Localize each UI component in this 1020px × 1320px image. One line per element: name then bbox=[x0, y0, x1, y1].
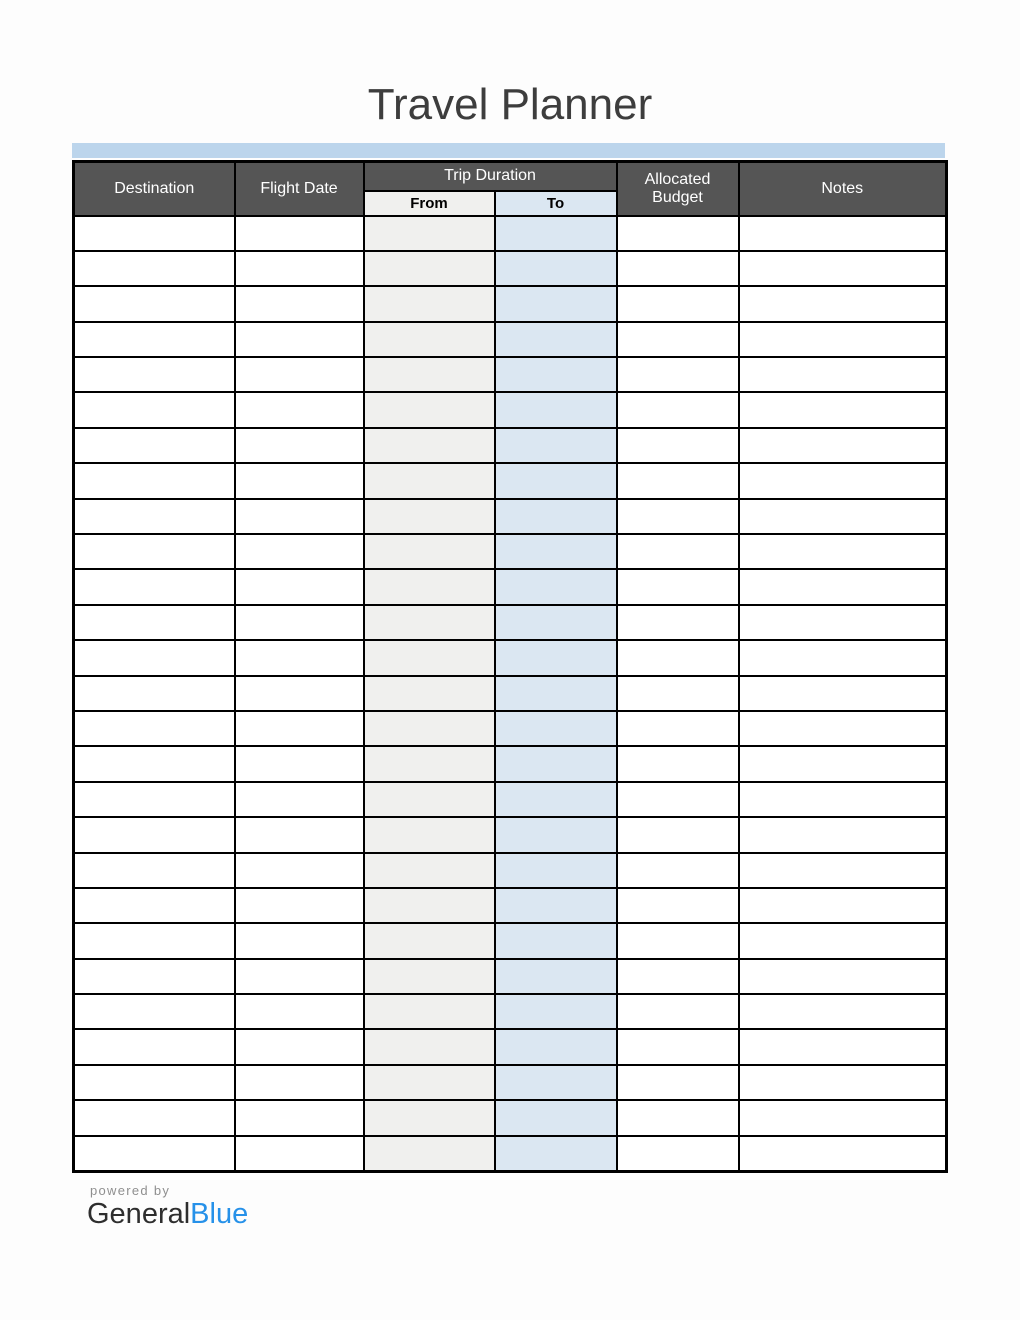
cell-destination bbox=[74, 959, 235, 994]
cell-allocated-budget bbox=[617, 711, 739, 746]
cell-allocated-budget bbox=[617, 994, 739, 1029]
cell-flight-date bbox=[235, 888, 364, 923]
cell-notes bbox=[739, 853, 947, 888]
cell-from bbox=[364, 286, 495, 321]
col-header-destination: Destination bbox=[74, 162, 235, 216]
cell-destination bbox=[74, 817, 235, 852]
cell-flight-date bbox=[235, 216, 364, 251]
cell-to bbox=[495, 853, 617, 888]
cell-flight-date bbox=[235, 711, 364, 746]
table-row bbox=[74, 392, 947, 427]
cell-destination bbox=[74, 322, 235, 357]
cell-from bbox=[364, 605, 495, 640]
cell-to bbox=[495, 1029, 617, 1064]
logo-text-blue: Blue bbox=[190, 1198, 249, 1230]
cell-destination bbox=[74, 357, 235, 392]
cell-flight-date bbox=[235, 676, 364, 711]
cell-notes bbox=[739, 782, 947, 817]
cell-allocated-budget bbox=[617, 640, 739, 675]
cell-from bbox=[364, 251, 495, 286]
cell-to bbox=[495, 1100, 617, 1135]
cell-destination bbox=[74, 428, 235, 463]
cell-to bbox=[495, 534, 617, 569]
cell-from bbox=[364, 923, 495, 958]
cell-allocated-budget bbox=[617, 853, 739, 888]
cell-to bbox=[495, 888, 617, 923]
cell-destination bbox=[74, 676, 235, 711]
cell-from bbox=[364, 216, 495, 251]
col-header-from: From bbox=[364, 191, 495, 216]
cell-notes bbox=[739, 605, 947, 640]
cell-from bbox=[364, 676, 495, 711]
table-row bbox=[74, 782, 947, 817]
cell-allocated-budget bbox=[617, 286, 739, 321]
cell-allocated-budget bbox=[617, 463, 739, 498]
cell-flight-date bbox=[235, 1100, 364, 1135]
cell-from bbox=[364, 428, 495, 463]
cell-destination bbox=[74, 994, 235, 1029]
cell-allocated-budget bbox=[617, 322, 739, 357]
table-row bbox=[74, 499, 947, 534]
cell-notes bbox=[739, 1100, 947, 1135]
planner-content bbox=[72, 143, 945, 1173]
cell-to bbox=[495, 994, 617, 1029]
cell-to bbox=[495, 463, 617, 498]
cell-from bbox=[364, 782, 495, 817]
cell-flight-date bbox=[235, 286, 364, 321]
cell-flight-date bbox=[235, 357, 364, 392]
cell-flight-date bbox=[235, 463, 364, 498]
cell-from bbox=[364, 1100, 495, 1135]
cell-notes bbox=[739, 392, 947, 427]
cell-flight-date bbox=[235, 1029, 364, 1064]
cell-notes bbox=[739, 888, 947, 923]
cell-from bbox=[364, 1065, 495, 1100]
table-row bbox=[74, 746, 947, 781]
cell-notes bbox=[739, 1065, 947, 1100]
cell-allocated-budget bbox=[617, 1065, 739, 1100]
cell-from bbox=[364, 746, 495, 781]
cell-to bbox=[495, 392, 617, 427]
cell-flight-date bbox=[235, 392, 364, 427]
cell-destination bbox=[74, 1029, 235, 1064]
cell-flight-date bbox=[235, 923, 364, 958]
cell-from bbox=[364, 569, 495, 604]
cell-notes bbox=[739, 817, 947, 852]
cell-to bbox=[495, 322, 617, 357]
cell-flight-date bbox=[235, 428, 364, 463]
cell-flight-date bbox=[235, 322, 364, 357]
cell-destination bbox=[74, 216, 235, 251]
cell-allocated-budget bbox=[617, 605, 739, 640]
cell-from bbox=[364, 357, 495, 392]
cell-allocated-budget bbox=[617, 1136, 739, 1171]
cell-to bbox=[495, 676, 617, 711]
table-row bbox=[74, 605, 947, 640]
cell-to bbox=[495, 357, 617, 392]
cell-flight-date bbox=[235, 959, 364, 994]
cell-flight-date bbox=[235, 994, 364, 1029]
cell-allocated-budget bbox=[617, 569, 739, 604]
table-row bbox=[74, 534, 947, 569]
cell-allocated-budget bbox=[617, 392, 739, 427]
cell-flight-date bbox=[235, 534, 364, 569]
cell-to bbox=[495, 428, 617, 463]
cell-flight-date bbox=[235, 853, 364, 888]
general-blue-logo bbox=[87, 1199, 248, 1231]
table-row bbox=[74, 1029, 947, 1064]
cell-from bbox=[364, 1136, 495, 1171]
cell-flight-date bbox=[235, 499, 364, 534]
table-row bbox=[74, 853, 947, 888]
cell-to bbox=[495, 923, 617, 958]
cell-flight-date bbox=[235, 1136, 364, 1171]
cell-notes bbox=[739, 463, 947, 498]
cell-allocated-budget bbox=[617, 923, 739, 958]
table-row bbox=[74, 676, 947, 711]
cell-notes bbox=[739, 499, 947, 534]
accent-banner bbox=[72, 143, 945, 158]
cell-notes bbox=[739, 923, 947, 958]
cell-notes bbox=[739, 216, 947, 251]
cell-from bbox=[364, 534, 495, 569]
cell-flight-date bbox=[235, 605, 364, 640]
cell-notes bbox=[739, 534, 947, 569]
cell-allocated-budget bbox=[617, 1029, 739, 1064]
cell-to bbox=[495, 711, 617, 746]
cell-from bbox=[364, 817, 495, 852]
cell-flight-date bbox=[235, 782, 364, 817]
cell-from bbox=[364, 1029, 495, 1064]
table-row bbox=[74, 251, 947, 286]
cell-notes bbox=[739, 994, 947, 1029]
cell-from bbox=[364, 392, 495, 427]
col-header-to: To bbox=[495, 191, 617, 216]
cell-allocated-budget bbox=[617, 534, 739, 569]
table-row bbox=[74, 1100, 947, 1135]
cell-flight-date bbox=[235, 746, 364, 781]
planner-table-header bbox=[74, 162, 947, 216]
cell-notes bbox=[739, 746, 947, 781]
table-row bbox=[74, 569, 947, 604]
planner-table-body bbox=[74, 216, 947, 1172]
cell-to bbox=[495, 569, 617, 604]
cell-destination bbox=[74, 569, 235, 604]
table-row bbox=[74, 994, 947, 1029]
cell-destination bbox=[74, 888, 235, 923]
cell-from bbox=[364, 499, 495, 534]
table-row bbox=[74, 959, 947, 994]
table-row bbox=[74, 817, 947, 852]
cell-allocated-budget bbox=[617, 817, 739, 852]
cell-destination bbox=[74, 853, 235, 888]
cell-notes bbox=[739, 357, 947, 392]
cell-notes bbox=[739, 251, 947, 286]
table-row bbox=[74, 1136, 947, 1171]
cell-to bbox=[495, 782, 617, 817]
cell-to bbox=[495, 1136, 617, 1171]
cell-flight-date bbox=[235, 569, 364, 604]
cell-to bbox=[495, 817, 617, 852]
cell-to bbox=[495, 746, 617, 781]
cell-notes bbox=[739, 676, 947, 711]
cell-destination bbox=[74, 1065, 235, 1100]
cell-destination bbox=[74, 711, 235, 746]
cell-allocated-budget bbox=[617, 216, 739, 251]
cell-destination bbox=[74, 1100, 235, 1135]
cell-notes bbox=[739, 711, 947, 746]
cell-allocated-budget bbox=[617, 428, 739, 463]
table-row bbox=[74, 216, 947, 251]
table-row bbox=[74, 428, 947, 463]
cell-from bbox=[364, 322, 495, 357]
cell-notes bbox=[739, 286, 947, 321]
cell-destination bbox=[74, 251, 235, 286]
cell-allocated-budget bbox=[617, 251, 739, 286]
cell-notes bbox=[739, 322, 947, 357]
cell-notes bbox=[739, 1136, 947, 1171]
table-row bbox=[74, 640, 947, 675]
cell-to bbox=[495, 499, 617, 534]
cell-from bbox=[364, 640, 495, 675]
brand-footer bbox=[87, 1183, 249, 1231]
cell-to bbox=[495, 959, 617, 994]
cell-destination bbox=[74, 640, 235, 675]
cell-destination bbox=[74, 923, 235, 958]
table-row bbox=[74, 1065, 947, 1100]
cell-to bbox=[495, 640, 617, 675]
cell-from bbox=[364, 888, 495, 923]
cell-to bbox=[495, 1065, 617, 1100]
col-header-trip-duration: Trip Duration bbox=[364, 162, 617, 191]
cell-from bbox=[364, 853, 495, 888]
cell-from bbox=[364, 959, 495, 994]
cell-notes bbox=[739, 640, 947, 675]
cell-notes bbox=[739, 1029, 947, 1064]
powered-by-label: powered by bbox=[90, 1183, 171, 1198]
col-header-allocated-budget: Allocated Budget bbox=[617, 162, 739, 216]
cell-from bbox=[364, 463, 495, 498]
cell-to bbox=[495, 286, 617, 321]
col-header-flight-date: Flight Date bbox=[235, 162, 364, 216]
cell-from bbox=[364, 994, 495, 1029]
cell-to bbox=[495, 251, 617, 286]
cell-destination bbox=[74, 499, 235, 534]
cell-allocated-budget bbox=[617, 1100, 739, 1135]
cell-notes bbox=[739, 569, 947, 604]
cell-notes bbox=[739, 959, 947, 994]
cell-destination bbox=[74, 782, 235, 817]
table-row bbox=[74, 923, 947, 958]
cell-destination bbox=[74, 286, 235, 321]
cell-to bbox=[495, 216, 617, 251]
cell-destination bbox=[74, 534, 235, 569]
table-row bbox=[74, 286, 947, 321]
cell-allocated-budget bbox=[617, 746, 739, 781]
table-row bbox=[74, 357, 947, 392]
table-row bbox=[74, 888, 947, 923]
page-title: Travel Planner bbox=[367, 80, 653, 129]
cell-destination bbox=[74, 1136, 235, 1171]
cell-allocated-budget bbox=[617, 888, 739, 923]
table-row bbox=[74, 711, 947, 746]
cell-notes bbox=[739, 428, 947, 463]
cell-from bbox=[364, 711, 495, 746]
planner-table bbox=[72, 160, 948, 1173]
cell-flight-date bbox=[235, 1065, 364, 1100]
col-header-notes: Notes bbox=[739, 162, 947, 216]
logo-text-general: General bbox=[87, 1198, 191, 1230]
cell-flight-date bbox=[235, 640, 364, 675]
cell-destination bbox=[74, 746, 235, 781]
cell-allocated-budget bbox=[617, 357, 739, 392]
cell-allocated-budget bbox=[617, 782, 739, 817]
cell-flight-date bbox=[235, 251, 364, 286]
cell-allocated-budget bbox=[617, 676, 739, 711]
cell-allocated-budget bbox=[617, 499, 739, 534]
cell-destination bbox=[74, 605, 235, 640]
cell-to bbox=[495, 605, 617, 640]
cell-destination bbox=[74, 463, 235, 498]
table-row bbox=[74, 463, 947, 498]
table-row bbox=[74, 322, 947, 357]
cell-flight-date bbox=[235, 817, 364, 852]
cell-allocated-budget bbox=[617, 959, 739, 994]
cell-destination bbox=[74, 392, 235, 427]
